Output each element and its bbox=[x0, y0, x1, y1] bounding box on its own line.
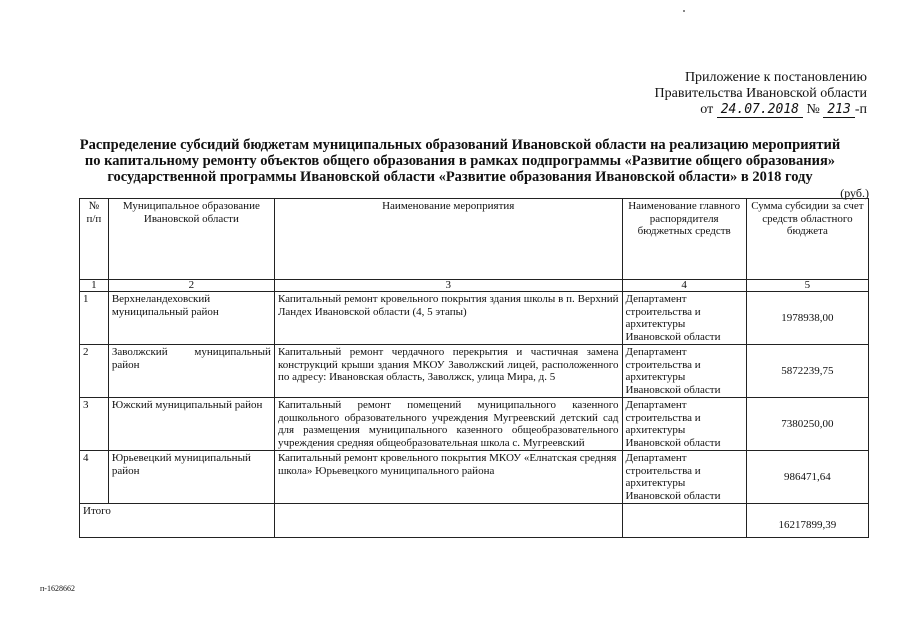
total-row bbox=[80, 504, 869, 538]
row-activity: Капитальный ремонт кровельного покрытия здания школы в п. Верхний Ландех Ивановской области (4, 5 этапы) bbox=[274, 292, 622, 345]
header-activity: Наименование мероприятия bbox=[274, 199, 622, 280]
total-empty-cell bbox=[274, 504, 622, 538]
number-suffix: -п bbox=[854, 102, 867, 117]
appendix-date-line bbox=[655, 102, 867, 118]
row-num: 1 bbox=[80, 292, 109, 345]
handwritten-date: 24.07.2018 bbox=[717, 102, 803, 118]
number-label: № bbox=[806, 102, 820, 117]
row-activity: Капитальный ремонт помещений муниципального казенного дошкольного образовательного учреждения Мугреевский детский сад для размещения муниципального казенного общеобразовательного учреждения средняя общеобразовательная школа с. Мугреевский bbox=[274, 398, 622, 451]
table-row bbox=[80, 292, 869, 345]
row-num: 4 bbox=[80, 451, 109, 504]
appendix-line-2: Правительства Ивановской области bbox=[654, 86, 867, 101]
row-num: 3 bbox=[80, 398, 109, 451]
row-activity: Капитальный ремонт кровельного покрытия МКОУ «Елнатская средняя школа» Юрьевецкого муниципального района bbox=[274, 451, 622, 504]
table-header-row bbox=[80, 199, 869, 280]
appendix-header bbox=[655, 70, 867, 118]
row-municipality: Южский муниципальный район bbox=[108, 398, 274, 451]
row-municipality: Верхнеландеховский муниципальный район bbox=[108, 292, 274, 345]
total-empty-cell bbox=[622, 504, 746, 538]
row-activity: Капитальный ремонт чердачного перекрытия и частичная замена конструкций крыши здания МКОУ Заволжский лицей, расположенного по адресу: Ивановская область, Заволжск, улица Мира, д. 5 bbox=[274, 345, 622, 398]
row-administrator: Департамент строительства и архитектуры Ивановской области bbox=[622, 398, 746, 451]
header-municipality: Муниципальное образование Ивановской области bbox=[108, 199, 274, 280]
title-line-1: Распределение субсидий бюджетам муниципальных образований Ивановской области на реализацию мероприятий bbox=[79, 137, 841, 153]
document-code: п-1628662 bbox=[40, 584, 75, 593]
row-amount: 1978938,00 bbox=[746, 292, 868, 345]
total-amount: 16217899,39 bbox=[746, 504, 868, 538]
total-label: Итого bbox=[80, 504, 275, 538]
column-number: 3 bbox=[274, 280, 622, 292]
row-amount: 986471,64 bbox=[746, 451, 868, 504]
table-row bbox=[80, 345, 869, 398]
row-municipality: Заволжский муниципальный район bbox=[108, 345, 274, 398]
row-municipality: Юрьевецкий муниципальный район bbox=[108, 451, 274, 504]
row-administrator: Департамент строительства и архитектуры Ивановской области bbox=[622, 345, 746, 398]
column-number: 2 bbox=[108, 280, 274, 292]
column-number: 4 bbox=[622, 280, 746, 292]
document-title bbox=[40, 137, 880, 185]
handwritten-number: 213 bbox=[823, 102, 854, 118]
column-number: 1 bbox=[80, 280, 109, 292]
table-row bbox=[80, 451, 869, 504]
table-row bbox=[80, 398, 869, 451]
currency-unit: (руб.) bbox=[840, 186, 869, 200]
header-administrator: Наименование главного распорядителя бюджетных средств bbox=[622, 199, 746, 280]
title-line-3: государственной программы Ивановской области «Развитие образования Ивановской области» в 2018 году bbox=[107, 169, 813, 185]
title-line-2: по капитальному ремонту объектов общего образования в рамках подпрограммы «Развитие общего образования» bbox=[84, 153, 836, 169]
column-number: 5 bbox=[746, 280, 868, 292]
subsidy-table bbox=[79, 198, 869, 538]
from-label: от bbox=[700, 102, 714, 117]
column-number-row bbox=[80, 280, 869, 292]
row-administrator: Департамент строительства и архитектуры Ивановской области bbox=[622, 292, 746, 345]
row-administrator: Департамент строительства и архитектуры Ивановской области bbox=[622, 451, 746, 504]
row-num: 2 bbox=[80, 345, 109, 398]
header-amount: Сумма субсидии за счет средств областного бюджета bbox=[746, 199, 868, 280]
row-amount: 5872239,75 bbox=[746, 345, 868, 398]
appendix-line-1: Приложение к постановлению bbox=[684, 70, 867, 85]
scan-speck bbox=[683, 10, 685, 12]
row-amount: 7380250,00 bbox=[746, 398, 868, 451]
header-num: № п/п bbox=[80, 199, 109, 280]
